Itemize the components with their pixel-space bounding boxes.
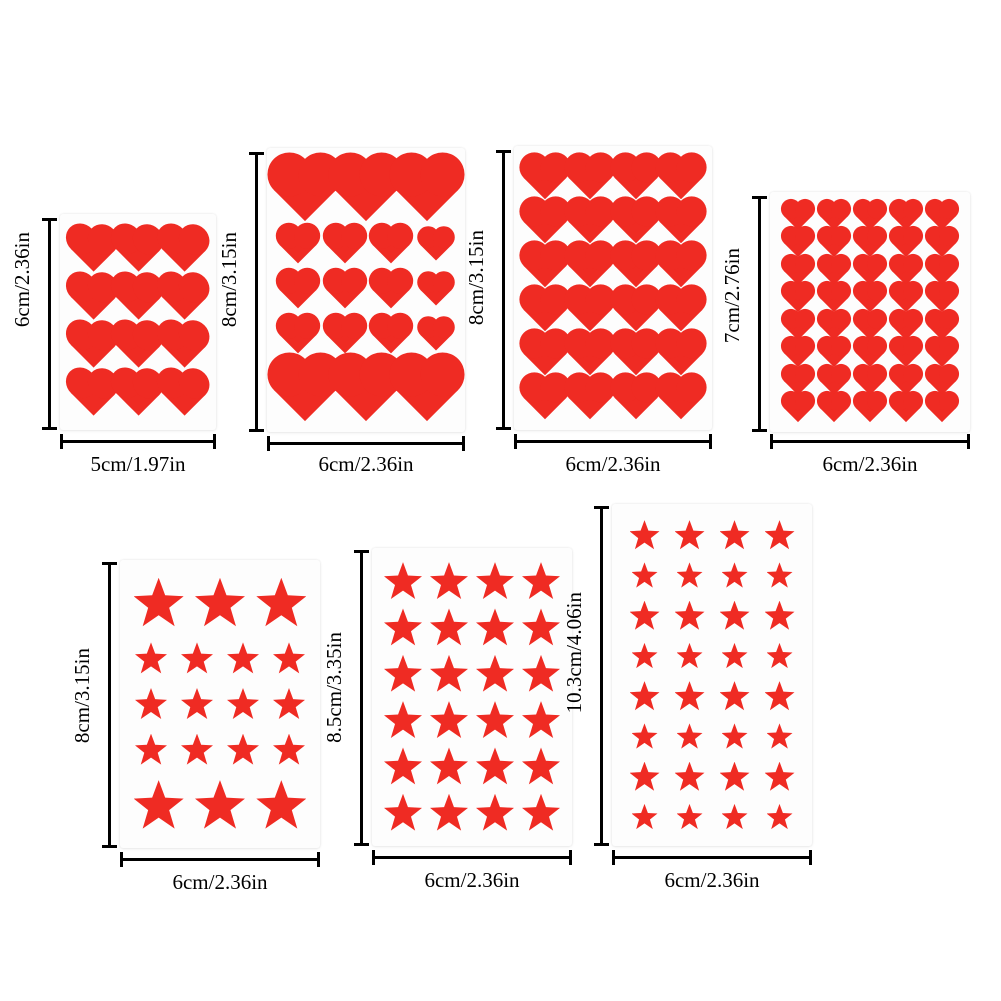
measure-rule-vertical-sheet-7 — [600, 506, 603, 846]
measure-label-height-sheet-4: 7cm/2.76in — [720, 248, 744, 344]
star-shape[interactable] — [722, 723, 748, 749]
heart-shape-mini[interactable] — [892, 394, 920, 422]
sheet-row — [622, 759, 802, 795]
sheet-row — [622, 559, 802, 591]
heart-shape[interactable] — [615, 157, 657, 199]
star-shape[interactable] — [630, 520, 660, 550]
sheet-row — [780, 259, 960, 283]
measure-label-height-sheet-1: 6cm/2.36in — [10, 232, 34, 328]
star-shape[interactable] — [384, 794, 422, 832]
heart-shape[interactable] — [524, 333, 566, 375]
sticker-sheet-hearts-6x7-mini[interactable] — [770, 192, 970, 432]
heart-shape[interactable] — [615, 289, 657, 331]
star-shape[interactable] — [630, 762, 660, 792]
heart-shape-large[interactable] — [396, 358, 458, 420]
heart-shape[interactable] — [569, 377, 611, 419]
measure-rule-vertical-sheet-5 — [108, 562, 111, 848]
measure-rule-vertical-sheet-1 — [48, 218, 51, 430]
heart-shape[interactable] — [71, 276, 114, 319]
star-shape[interactable] — [522, 562, 560, 600]
star-shape[interactable] — [767, 562, 793, 588]
heart-shape[interactable] — [71, 372, 114, 415]
heart-shape[interactable] — [660, 289, 702, 331]
heart-shape-small[interactable] — [373, 272, 410, 309]
star-shape[interactable] — [476, 562, 514, 600]
measure-rule-horizontal-sheet-2 — [267, 442, 465, 445]
star-shape[interactable] — [677, 723, 703, 749]
star-shape[interactable] — [476, 747, 514, 785]
heart-shape[interactable] — [660, 157, 702, 199]
star-shape[interactable] — [632, 804, 658, 830]
sheet-row — [522, 291, 704, 329]
star-shape[interactable] — [430, 655, 468, 693]
sheet-row — [380, 744, 564, 788]
star-shape-small[interactable] — [135, 688, 167, 720]
sticker-sheet-hearts-6x8-mixed[interactable] — [267, 148, 465, 432]
measure-rule-horizontal-sheet-5 — [120, 858, 320, 861]
sheet-row — [780, 204, 960, 228]
sheet-row — [275, 317, 457, 353]
sheet-row — [70, 226, 206, 274]
star-shape[interactable] — [384, 747, 422, 785]
measure-label-width-sheet-5: 6cm/2.36in — [172, 870, 268, 894]
sheet-row — [70, 274, 206, 322]
sheet-row — [275, 227, 457, 263]
sticker-sheet-stars-6x103[interactable] — [612, 504, 812, 846]
heart-shape[interactable] — [116, 324, 159, 367]
heart-shape[interactable] — [162, 228, 205, 271]
heart-shape-small[interactable] — [420, 319, 451, 350]
star-shape-small[interactable] — [273, 734, 305, 766]
sticker-sheet-stars-6x8[interactable] — [120, 560, 320, 848]
heart-shape[interactable] — [660, 333, 702, 375]
heart-shape[interactable] — [524, 157, 566, 199]
star-shape[interactable] — [765, 681, 795, 711]
heart-shape[interactable] — [162, 324, 205, 367]
star-shape[interactable] — [677, 643, 703, 669]
star-shape[interactable] — [675, 762, 705, 792]
star-shape-small[interactable] — [273, 688, 305, 720]
measure-rule-horizontal-sheet-6 — [372, 856, 572, 859]
heart-shape[interactable] — [660, 201, 702, 243]
star-shape-large[interactable] — [134, 578, 184, 628]
heart-shape-mini[interactable] — [856, 394, 884, 422]
star-shape[interactable] — [722, 643, 748, 669]
measure-label-height-sheet-3: 8cm/3.15in — [464, 230, 488, 326]
star-shape[interactable] — [430, 747, 468, 785]
heart-shape[interactable] — [162, 372, 205, 415]
sheet-row — [522, 159, 704, 197]
sheet-row — [780, 314, 960, 338]
sheet-row — [128, 685, 312, 723]
star-shape[interactable] — [632, 723, 658, 749]
star-shape[interactable] — [722, 804, 748, 830]
heart-shape[interactable] — [524, 245, 566, 287]
measure-label-width-sheet-3: 6cm/2.36in — [565, 452, 661, 476]
sheet-row — [522, 379, 704, 417]
heart-shape[interactable] — [660, 377, 702, 419]
star-shape[interactable] — [430, 701, 468, 739]
measure-rule-horizontal-sheet-4 — [770, 440, 970, 443]
star-shape[interactable] — [720, 601, 750, 631]
star-shape[interactable] — [720, 520, 750, 550]
sheet-row — [622, 801, 802, 833]
heart-shape-small[interactable] — [420, 230, 451, 261]
heart-shape[interactable] — [71, 228, 114, 271]
star-shape-large[interactable] — [195, 578, 245, 628]
star-shape-large[interactable] — [256, 780, 306, 830]
sheet-row — [780, 231, 960, 255]
sheet-row — [380, 698, 564, 742]
heart-shape-small[interactable] — [326, 227, 363, 264]
heart-shape[interactable] — [569, 157, 611, 199]
measure-label-height-sheet-7: 10.3cm/4.06in — [562, 592, 586, 714]
sheet-row — [522, 335, 704, 373]
heart-shape[interactable] — [569, 201, 611, 243]
heart-shape[interactable] — [162, 276, 205, 319]
heart-shape[interactable] — [524, 201, 566, 243]
star-shape[interactable] — [522, 655, 560, 693]
star-shape-small[interactable] — [227, 642, 259, 674]
heart-shape-small[interactable] — [280, 272, 317, 309]
sheet-row — [275, 162, 457, 218]
sticker-sheet-hearts-6x8-uniform[interactable] — [514, 146, 712, 430]
star-shape[interactable] — [677, 804, 703, 830]
star-shape[interactable] — [675, 601, 705, 631]
measure-label-height-sheet-2: 8cm/3.15in — [217, 232, 241, 328]
heart-shape-mini[interactable] — [820, 394, 848, 422]
sheet-row — [128, 639, 312, 677]
star-shape[interactable] — [522, 608, 560, 646]
heart-shape[interactable] — [569, 289, 611, 331]
sheet-row — [275, 272, 457, 308]
sheet-row — [622, 598, 802, 634]
sheet-row — [780, 369, 960, 393]
measure-rule-horizontal-sheet-1 — [60, 440, 216, 443]
sticker-sheet-stars-6x85[interactable] — [372, 548, 572, 846]
star-shape-small[interactable] — [181, 642, 213, 674]
measure-label-width-sheet-4: 6cm/2.36in — [822, 452, 918, 476]
star-shape-large[interactable] — [256, 578, 306, 628]
heart-shape-mini[interactable] — [784, 394, 812, 422]
sticker-sheet-hearts-5x6[interactable] — [60, 214, 216, 430]
sheet-row — [622, 720, 802, 752]
heart-shape-mini[interactable] — [928, 394, 956, 422]
star-shape[interactable] — [476, 608, 514, 646]
star-shape-small[interactable] — [181, 688, 213, 720]
star-shape[interactable] — [430, 562, 468, 600]
heart-shape-large[interactable] — [396, 159, 458, 221]
measure-label-height-sheet-6: 8.5cm/3.35in — [322, 632, 346, 743]
heart-shape[interactable] — [116, 276, 159, 319]
measure-rule-horizontal-sheet-3 — [514, 440, 712, 443]
heart-shape-small[interactable] — [373, 227, 410, 264]
star-shape[interactable] — [384, 655, 422, 693]
heart-shape[interactable] — [615, 201, 657, 243]
star-shape-small[interactable] — [135, 734, 167, 766]
star-shape[interactable] — [384, 701, 422, 739]
heart-shape[interactable] — [569, 245, 611, 287]
measure-label-width-sheet-2: 6cm/2.36in — [318, 452, 414, 476]
sheet-row — [780, 396, 960, 420]
star-shape-small[interactable] — [181, 734, 213, 766]
star-shape[interactable] — [430, 608, 468, 646]
star-shape[interactable] — [722, 562, 748, 588]
heart-shape[interactable] — [116, 372, 159, 415]
measure-rule-vertical-sheet-6 — [360, 550, 363, 846]
heart-shape-small[interactable] — [420, 274, 451, 305]
measure-rule-vertical-sheet-3 — [502, 150, 505, 430]
star-shape[interactable] — [522, 747, 560, 785]
sheet-row — [380, 605, 564, 649]
sheet-row — [780, 341, 960, 365]
sheet-row — [622, 517, 802, 553]
star-shape-small[interactable] — [273, 642, 305, 674]
sheet-row — [70, 370, 206, 418]
sheet-row — [128, 776, 312, 834]
star-shape-small[interactable] — [227, 688, 259, 720]
sheet-row — [275, 362, 457, 418]
star-shape[interactable] — [476, 701, 514, 739]
sheet-row — [380, 791, 564, 835]
heart-shape-small[interactable] — [280, 316, 317, 353]
star-shape[interactable] — [522, 794, 560, 832]
star-shape[interactable] — [430, 794, 468, 832]
sheet-row — [622, 678, 802, 714]
heart-shape-small[interactable] — [326, 316, 363, 353]
heart-shape[interactable] — [524, 377, 566, 419]
heart-shape-small[interactable] — [373, 316, 410, 353]
star-shape[interactable] — [384, 608, 422, 646]
sheet-row — [128, 731, 312, 769]
sheet-row — [128, 574, 312, 632]
star-shape[interactable] — [384, 562, 422, 600]
heart-shape[interactable] — [615, 377, 657, 419]
star-shape[interactable] — [677, 562, 703, 588]
measure-label-width-sheet-7: 6cm/2.36in — [664, 868, 760, 892]
star-shape[interactable] — [632, 562, 658, 588]
star-shape[interactable] — [476, 794, 514, 832]
star-shape[interactable] — [765, 520, 795, 550]
sheet-row — [622, 640, 802, 672]
sheet-row — [380, 559, 564, 603]
star-shape[interactable] — [767, 723, 793, 749]
sheet-row — [380, 652, 564, 696]
star-shape[interactable] — [476, 655, 514, 693]
heart-shape[interactable] — [615, 333, 657, 375]
star-shape[interactable] — [767, 643, 793, 669]
heart-shape-large[interactable] — [335, 358, 397, 420]
star-shape[interactable] — [675, 520, 705, 550]
measure-rule-horizontal-sheet-7 — [612, 856, 812, 859]
star-shape[interactable] — [632, 643, 658, 669]
measure-label-width-sheet-1: 5cm/1.97in — [90, 452, 186, 476]
sheet-row — [522, 247, 704, 285]
heart-shape-small[interactable] — [280, 227, 317, 264]
star-shape[interactable] — [630, 601, 660, 631]
measure-label-height-sheet-5: 8cm/3.15in — [70, 648, 94, 744]
heart-shape-small[interactable] — [326, 272, 363, 309]
heart-shape[interactable] — [116, 228, 159, 271]
measure-label-width-sheet-6: 6cm/2.36in — [424, 868, 520, 892]
sheet-row — [522, 203, 704, 241]
star-shape[interactable] — [630, 681, 660, 711]
star-shape[interactable] — [720, 762, 750, 792]
sheet-row — [70, 322, 206, 370]
heart-shape-large[interactable] — [335, 159, 397, 221]
star-shape[interactable] — [765, 762, 795, 792]
sheet-row — [780, 286, 960, 310]
heart-shape[interactable] — [615, 245, 657, 287]
star-shape-small[interactable] — [135, 642, 167, 674]
star-shape[interactable] — [767, 804, 793, 830]
measure-rule-vertical-sheet-4 — [758, 196, 761, 432]
star-shape-large[interactable] — [195, 780, 245, 830]
measure-rule-vertical-sheet-2 — [255, 152, 258, 432]
star-shape-small[interactable] — [227, 734, 259, 766]
star-shape[interactable] — [720, 681, 750, 711]
star-shape[interactable] — [522, 701, 560, 739]
heart-shape-large[interactable] — [274, 159, 336, 221]
heart-shape[interactable] — [524, 289, 566, 331]
heart-shape[interactable] — [569, 333, 611, 375]
heart-shape-large[interactable] — [274, 358, 336, 420]
heart-shape[interactable] — [71, 324, 114, 367]
star-shape[interactable] — [765, 601, 795, 631]
heart-shape[interactable] — [660, 245, 702, 287]
star-shape-large[interactable] — [134, 780, 184, 830]
star-shape[interactable] — [675, 681, 705, 711]
